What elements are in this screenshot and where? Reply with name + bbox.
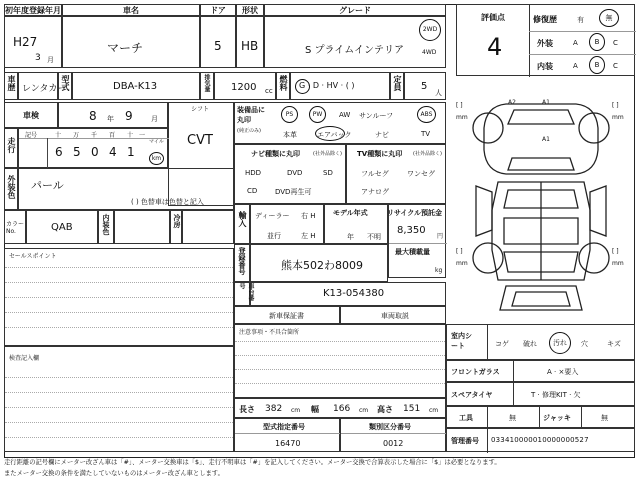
equip-abs [417,106,436,123]
rule [5,377,235,378]
navi-hdd: HDD [245,169,262,177]
exterior-grade-label: 外装 [537,39,553,48]
interior-grade-circle [589,56,605,74]
inspector-note-box [4,346,234,452]
navi-cd: CD [247,187,258,195]
type-designation-cell [234,418,340,452]
length-label: 長さ [239,405,255,414]
tv-box [346,144,446,204]
mgmt-row [446,428,635,452]
divider [47,138,48,169]
height-label: 高さ [377,405,393,414]
capacity-value: 5 [421,81,428,92]
divider [487,429,488,453]
rule [5,422,235,423]
inspection-month-unit: 月 [151,115,158,123]
navi-note: (社外品除く) [313,151,342,157]
max-load-label: 最大積載量 [395,248,430,256]
rule [5,437,235,438]
spare-tire-label: スペアタイヤ [451,391,493,399]
rule [5,267,235,268]
mileage-place: 万 [73,132,80,139]
2wd-label: 2WD [422,26,438,33]
color-change-note: ( ) 色替車は色替と記入 [131,198,204,206]
tv-note: (社外品除く) [413,151,442,157]
chassis-cell [250,282,446,306]
divider [581,407,582,429]
windshield-row [446,360,635,382]
width-label: 幅 [311,405,319,414]
equip-pw-label: PW [312,111,323,118]
model-year-label: モデル年式 [333,209,368,217]
mileage-digit: 4 [109,145,117,159]
divider [341,433,447,434]
seat-tear: 破れ [523,340,537,348]
model-year-unit: 年 [347,233,354,241]
shape-header [236,4,264,16]
mileage-label: 走行 [7,137,16,153]
door-header [200,4,236,16]
exterior-grade: B [594,38,600,46]
divider [235,433,341,434]
recycle-cell [388,204,446,278]
interior-grade: B [594,61,600,69]
color-code-label: カラー No. [6,221,25,235]
seat-scratch: キズ [607,340,621,348]
bracket-label: [ ] [456,102,463,109]
attention-label: 注意事項・不具合箇所 [239,329,300,336]
exterior-grade-circle [589,33,605,51]
navi-dvd: DVD [287,169,303,177]
repair-none: 無 [605,14,613,22]
equipment-box [234,102,446,144]
shape-cell [236,16,264,68]
door-value: 5 [214,39,222,53]
car-outline-icon [446,80,635,324]
fuel-options: G · D · HV · ( ) [299,81,355,90]
interior-seat-label: 室内シート [451,332,472,350]
height-unit: cm [429,407,439,414]
chassis-label-cell [234,282,254,306]
fuel-label: 燃料 [279,75,288,91]
grade-header [264,4,446,16]
length-value: 382 [265,404,283,414]
width-unit: cm [359,407,369,414]
class-label-cell [4,72,18,100]
first-reg-label: 初年度登録年月 [5,6,61,15]
mileage-cell [18,128,168,168]
score-value: 4 [487,33,503,61]
footer-note-2: またメーター交換の条件を満たしていないものはメーター改ざん車とします。 [4,470,224,477]
inspection-year-unit: 年 [107,115,114,123]
divider [487,407,488,429]
tools-row [446,406,635,428]
color-code-label-cell [4,210,26,244]
equip-tv: TV [421,130,431,138]
sell-point-box [4,248,234,346]
spare-tire-row [446,382,635,406]
spare-tire-options: T · 修理KIT · 欠 [531,391,581,399]
reg-year: H27 [13,35,38,49]
cooling-cell [182,210,234,244]
type-designation-label: 型式指定番号 [263,423,305,431]
import-cell [250,204,324,244]
4wd-label: 4WD [422,49,437,56]
divider [513,383,514,407]
bracket-unit: mm [456,114,468,121]
shift-value: CVT [187,133,213,148]
displacement-cell [214,72,276,100]
registration-label: 登録番号 [238,247,246,275]
mileage-digit: 5 [73,145,81,159]
mileage-place: 十 [55,132,62,139]
bracket-label: [ ] [612,248,619,255]
class-designation-label: 類別区分番号 [369,423,411,431]
exterior-cell [18,168,234,210]
inspector-note-label: 検査記入欄 [9,355,40,362]
rule [235,369,447,370]
mileage-place: 十 [127,132,134,139]
tv-fullseg: フルセグ [361,170,389,178]
rule [5,327,235,328]
displacement-value: 1200 [231,82,257,93]
exterior-color-label: 外装色 [7,175,16,199]
seat-hole: 穴 [581,340,588,348]
jack-label: ジャッキ [543,414,571,422]
import-left-hand: 左 H [301,232,316,240]
divider [19,138,169,139]
import-parallel: 並行 [267,232,281,240]
interior-scale-a: A [573,62,578,70]
mileage-place: 一 [139,132,146,139]
seat-stain-circle [549,332,571,354]
rule [235,383,447,384]
model-cell [62,16,200,68]
tools-label: 工具 [459,414,473,422]
type-value: DBA-K13 [113,81,158,92]
registration-label-cell [234,244,250,282]
footer-note-1: 走行距離の記号欄にメーター改ざん車は「#」、メーター交換車は「$」、走行不明車は「#」を記入してください。メーター交換で合算表示した場合に「$」は必要となります。 [4,459,501,466]
rule [5,407,235,408]
class-designation-value: 0012 [383,439,404,448]
damage-mark: A1 [542,99,550,106]
tv-title: TV種類に丸印 [357,150,403,158]
rule [5,392,235,393]
bracket-unit: mm [612,114,624,121]
sell-point-label: セールスポイント [9,253,57,260]
rule [235,341,447,342]
attention-box [234,324,446,398]
manual-label: 車両取説 [381,312,409,320]
capacity-unit: 人 [435,89,442,97]
km-unit: km [151,155,162,162]
windshield-label: フロントガラス [451,368,500,376]
inspection-year: 8 [89,109,97,123]
registration-cell [250,244,388,282]
tv-oneseg: ワンセグ [407,170,435,178]
warranty-cell [234,306,340,324]
windshield-options: A · ×要入 [547,368,579,376]
model-name-label: 車名 [123,6,139,15]
max-load-unit: kg [435,267,443,274]
exterior-color-value: パール [31,179,64,192]
manual-cell [340,306,446,324]
type-designation-value: 16470 [275,439,301,448]
interior-color-label: 内装色 [102,214,110,235]
inspection-label: 車検 [23,111,39,120]
displacement-unit: cc [265,87,273,95]
divider [513,361,514,383]
rule [5,312,235,313]
grade-value: S プライムインテリア [305,45,405,56]
fuel-cell [290,72,390,100]
2wd-circle [419,19,441,41]
registration-value: 熊本502わ8009 [281,259,363,272]
first-reg-header [4,4,62,16]
import-right-hand: 右 H [301,212,316,220]
warranty-label: 新車保証書 [269,312,304,320]
exterior-scale-a: A [573,39,578,47]
dimensions-row [234,398,446,418]
navi-box [234,144,346,204]
bracket-label: [ ] [456,248,463,255]
inspection-date-cell [58,102,168,128]
mileage-place: 百 [109,132,116,139]
cooling-label: 冷房 [173,214,181,228]
inspection-month: 9 [125,109,133,123]
bracket-unit: mm [612,260,624,267]
bracket-label: [ ] [612,102,619,109]
mileage-place: 千 [91,132,98,139]
rule [235,355,447,356]
repair-yes: 有 [577,16,584,24]
shape-label: 形状 [242,6,258,15]
navi-dvd-play: DVD再生可 [275,188,312,196]
equip-navi: ナビ [375,131,389,139]
divider [529,31,636,32]
divider [529,5,530,77]
repair-none-circle [599,9,619,27]
class-label: 車歴 [7,75,16,91]
equip-abs-label: ABS [420,111,433,118]
seat-burn: コゲ [495,340,509,348]
interior-scale-c: C [613,62,618,70]
navi-title: ナビ種類に丸印 [251,150,300,158]
navi-sd: SD [323,169,333,177]
mileage-digit: 6 [55,145,63,159]
repair-label: 修復歴 [533,15,557,24]
recycle-amount: 8,350 [397,225,426,236]
seat-stain: 汚れ [553,339,567,347]
first-reg-cell [4,16,62,68]
reg-month-unit: 月 [47,56,54,64]
model-year-cell [324,204,388,244]
score-label: 評価点 [481,13,505,22]
shape-value: HB [241,39,259,53]
import-label-cell [234,204,250,244]
length-unit: cm [291,407,301,414]
type-value-cell [72,72,200,100]
class-value: レンタカー [22,84,67,94]
divider [529,54,636,55]
type-label-cell [58,72,72,100]
import-dealer: ディーラー [255,212,290,220]
interior-color-cell [114,210,170,244]
chassis-value: K13-054380 [323,288,385,299]
equipment-note: (純正のみ) [237,128,261,134]
model-value: マーチ [107,41,144,55]
displacement-label: 排気量 [203,74,210,92]
mgmt-value: 033410000010000000527 [491,436,589,444]
mileage-digit: 1 [127,145,135,159]
rule [5,297,235,298]
equip-pw [309,106,326,123]
grade-label: グレード [339,6,371,15]
capacity-label: 定員 [393,75,402,91]
color-code-cell [26,210,98,244]
km-circle [149,152,164,165]
type-label: 型式 [61,75,70,91]
capacity-cell [404,72,446,100]
displacement-label-cell [200,72,214,100]
import-label: 輸入 [238,211,247,227]
recycle-label: リサイクル預託金 [387,209,443,217]
exterior-scale-c: C [613,39,618,47]
fuel-label-cell [276,72,290,100]
damage-mark: A1 [542,136,550,143]
car-diagram-area [446,80,635,324]
grading-box [456,4,635,76]
class-designation-cell [340,418,446,452]
equip-aw: AW [339,111,351,119]
reg-month: 3 [35,53,41,63]
equip-airbag: エアバック [317,131,352,139]
mgmt-label: 管理番号 [451,437,479,445]
interior-color-label-cell [98,210,114,244]
door-label: ドア [210,6,226,15]
rule [5,282,235,283]
divider [487,325,488,361]
capacity-label-cell [390,72,404,100]
divider [389,243,447,244]
interior-seat-row [446,324,635,360]
inspection-label-cell [4,102,58,128]
equip-ps-label: PS [285,111,294,118]
equip-leather: 本革 [283,131,297,139]
mileage-sign-label: 記号 [25,132,38,139]
equip-ps [281,106,298,123]
recycle-unit: 円 [437,233,444,240]
mileage-digit: 0 [91,145,99,159]
divider [539,407,540,429]
model-header [62,4,200,16]
grade-cell [264,16,446,68]
mile-unit: マイル [149,139,164,145]
damage-mark: A2 [508,99,516,106]
equip-sunroof: サンルーフ [359,112,394,120]
model-year-unknown: 不明 [367,233,381,241]
jack-value: 無 [601,414,608,422]
tools-value: 無 [509,414,516,422]
interior-grade-label: 内装 [537,62,553,71]
cooling-label-cell [170,210,182,244]
bracket-unit: mm [456,260,468,267]
chassis-label: 車台番号 [238,283,254,301]
shift-label: シフト [191,106,210,113]
width-value: 166 [333,404,351,414]
exterior-label-cell [4,168,18,210]
mileage-label-cell [4,128,18,168]
door-cell [200,16,236,68]
tv-analog: アナログ [361,188,389,196]
equipment-title: 装備品に丸印 [237,106,265,124]
color-code-value: QAB [51,222,73,233]
height-value: 151 [403,404,421,414]
